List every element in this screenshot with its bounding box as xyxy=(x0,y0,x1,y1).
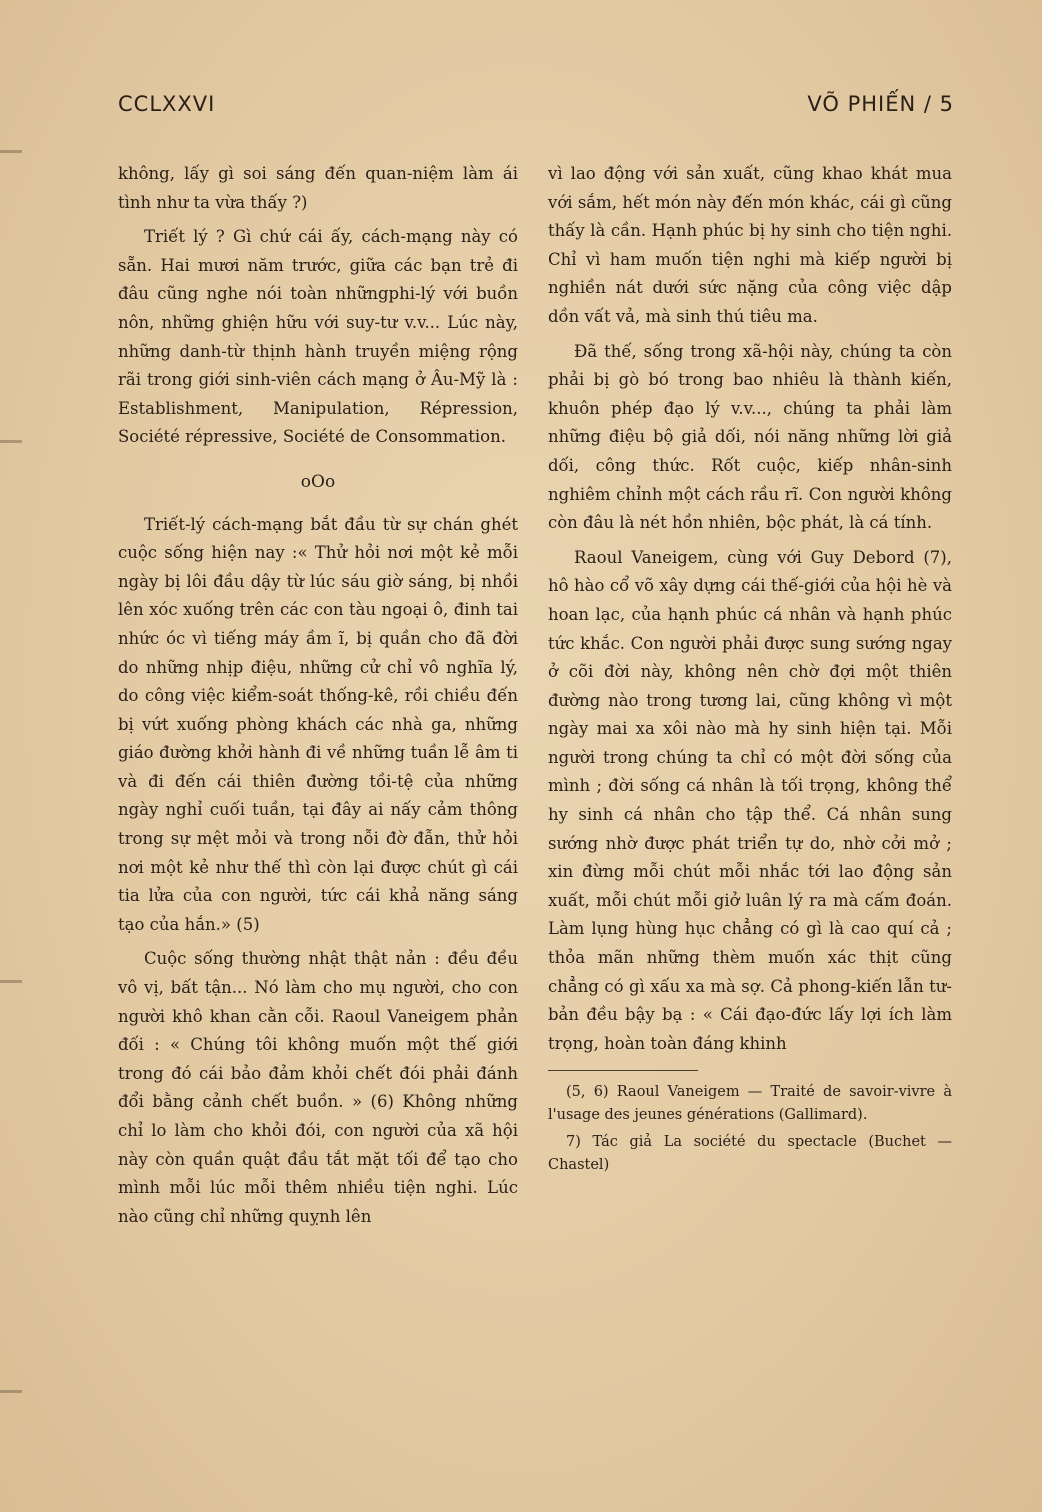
page-edge-mark xyxy=(0,1390,22,1393)
paragraph: Raoul Vaneigem, cùng với Guy Debord (7), hô hào cổ võ xây dựng cái thế-giới của hội hè và hoan lạc, của hạnh phúc cá nhân và hạnh phúc tức khắc. Con người phải được sung sướng ngay ở cõi đời này, không nên chờ đợi một thiên đường nào trong tương lai, cũng không vì một ngày mai xa xôi nào mà hy sinh hiện tại. Mỗi người trong chúng ta chỉ có một đời sống của mình ; đời sống cá nhân là tối trọng, không thể hy sinh cá nhân cho tập thể. Cá nhân sung sướng nhờ được phát triển tự do, nhờ cởi mở ; xin đừng mỗi chút mỗi nhắc tới lao động sản xuất, mỗi chút mỗi giở luân lý ra mà cấm đoán. Làm lụng hùng hục chẳng có gì là cao quí cả ; thỏa mãn những thèm muốn xác thịt cũng chẳng có gì xấu xa mà sợ. Cả phong-kiến lẫn tư-bản đều bậy bạ : « Cái đạo-đức lấy lợi ích làm trọng, hoàn toàn đáng khinh xyxy=(548,547,952,1053)
page-edge-mark xyxy=(0,440,22,443)
page-edge-mark xyxy=(0,150,22,153)
paragraph: Triết lý ? Gì chứ cái ấy, cách-mạng này có sẵn. Hai mươi năm trước, giữa các bạn trẻ đi đâu cũng nghe nói toàn nhữngphi-lý với buồn nôn, những ghiện hữu với suy-tư v.v... Lúc này, những danh-từ thịnh hành truyền miệng rộng rãi trong giới sinh-viên cách mạng ở Âu-Mỹ là : Establishment, Manipulation, Répression, Société répressive, Société de Consommation. xyxy=(118,227,518,447)
left-column xyxy=(118,160,518,1237)
paragraph: Triết-lý cách-mạng bắt đầu từ sự chán ghét cuộc sống hiện nay :« Thử hỏi nơi một kẻ mỗi ngày bị lôi đầu dậy từ lúc sáu giờ sáng, bị nhồi lên xóc xuống trên các con tàu ngoại ô, đinh tai nhức óc vì tiếng máy ầm ĩ, bị quần cho đã đời do những nhịp điệu, những cử chỉ vô nghĩa lý, do công việc kiểm-soát thống-kê, rồi chiều đến bị vứt xuống phòng khách các nhà ga, những giáo đường khởi hành đi về những tuần lễ âm ti và đi đến cái thiên đường tồi-tệ của những ngày nghỉ cuối tuần, tại đây ai nấy cảm thông trong sự mệt mỏi và trong nỗi đờ đẫn, thử hỏi nơi một kẻ như thế thì còn lại được chút gì cái tia lửa của con người, tức cái khả năng sáng tạo của hắn.» (5) xyxy=(118,514,518,934)
paragraph: không, lấy gì soi sáng đến quan-niệm làm ái tình như ta vừa thấy ?) xyxy=(118,164,518,212)
issue-number: CCLXXVI xyxy=(118,92,216,116)
page-edge-mark xyxy=(0,980,22,983)
paragraph: Cuộc sống thường nhật thật nản : đều đều vô vị, bất tận... Nó làm cho mụ người, cho con người khô khan cằn cỗi. Raoul Vaneigem phản đối : « Chúng tôi không muốn một thế giới trong đó cái bảo đảm khỏi chết đói phải đánh đổi bằng cảnh chết buồn. » (6) Không những chỉ lo làm cho khỏi đói, con người của xã hội này còn quần quật đầu tắt mặt tối để tạo cho mình mỗi lúc mỗi thêm nhiều tiện nghi. Lúc nào cũng chỉ những quỵnh lên xyxy=(118,949,518,1226)
footnote-divider xyxy=(548,1070,698,1071)
author-page-number: VÕ PHIẾN / 5 xyxy=(807,92,954,116)
footnote: 7) Tác giả La société du spectacle (Buchet — Chastel) xyxy=(548,1134,952,1174)
section-separator: oOo xyxy=(300,471,336,492)
right-column xyxy=(548,160,952,1181)
page-header xyxy=(118,92,954,126)
paragraph: vì lao động với sản xuất, cũng khao khát mua với sắm, hết món này đến món khác, cái gì cũng thấy là cần. Hạnh phúc bị hy sinh cho tiện nghi. Chỉ vì ham muốn tiện nghi mà kiếp người bị nghiền nát dưới sức nặng của công việc dập dồn vất vả, mà sinh thú tiêu ma. xyxy=(548,164,952,326)
footnote: (5, 6) Raoul Vaneigem — Traité de savoir-vivre à l'usage des jeunes générations (Gallimard). xyxy=(548,1084,952,1124)
paragraph: Đã thế, sống trong xã-hội này, chúng ta còn phải bị gò bó trong bao nhiêu là thành kiến, khuôn phép đạo lý v.v..., chúng ta phải làm những điệu bộ giả dối, nói năng những lời giả dối, công thức. Rốt cuộc, kiếp nhân-sinh nghiêm chỉnh một cách rầu rĩ. Con người không còn đâu là nét hồn nhiên, bộc phát, là cá tính. xyxy=(548,341,952,533)
